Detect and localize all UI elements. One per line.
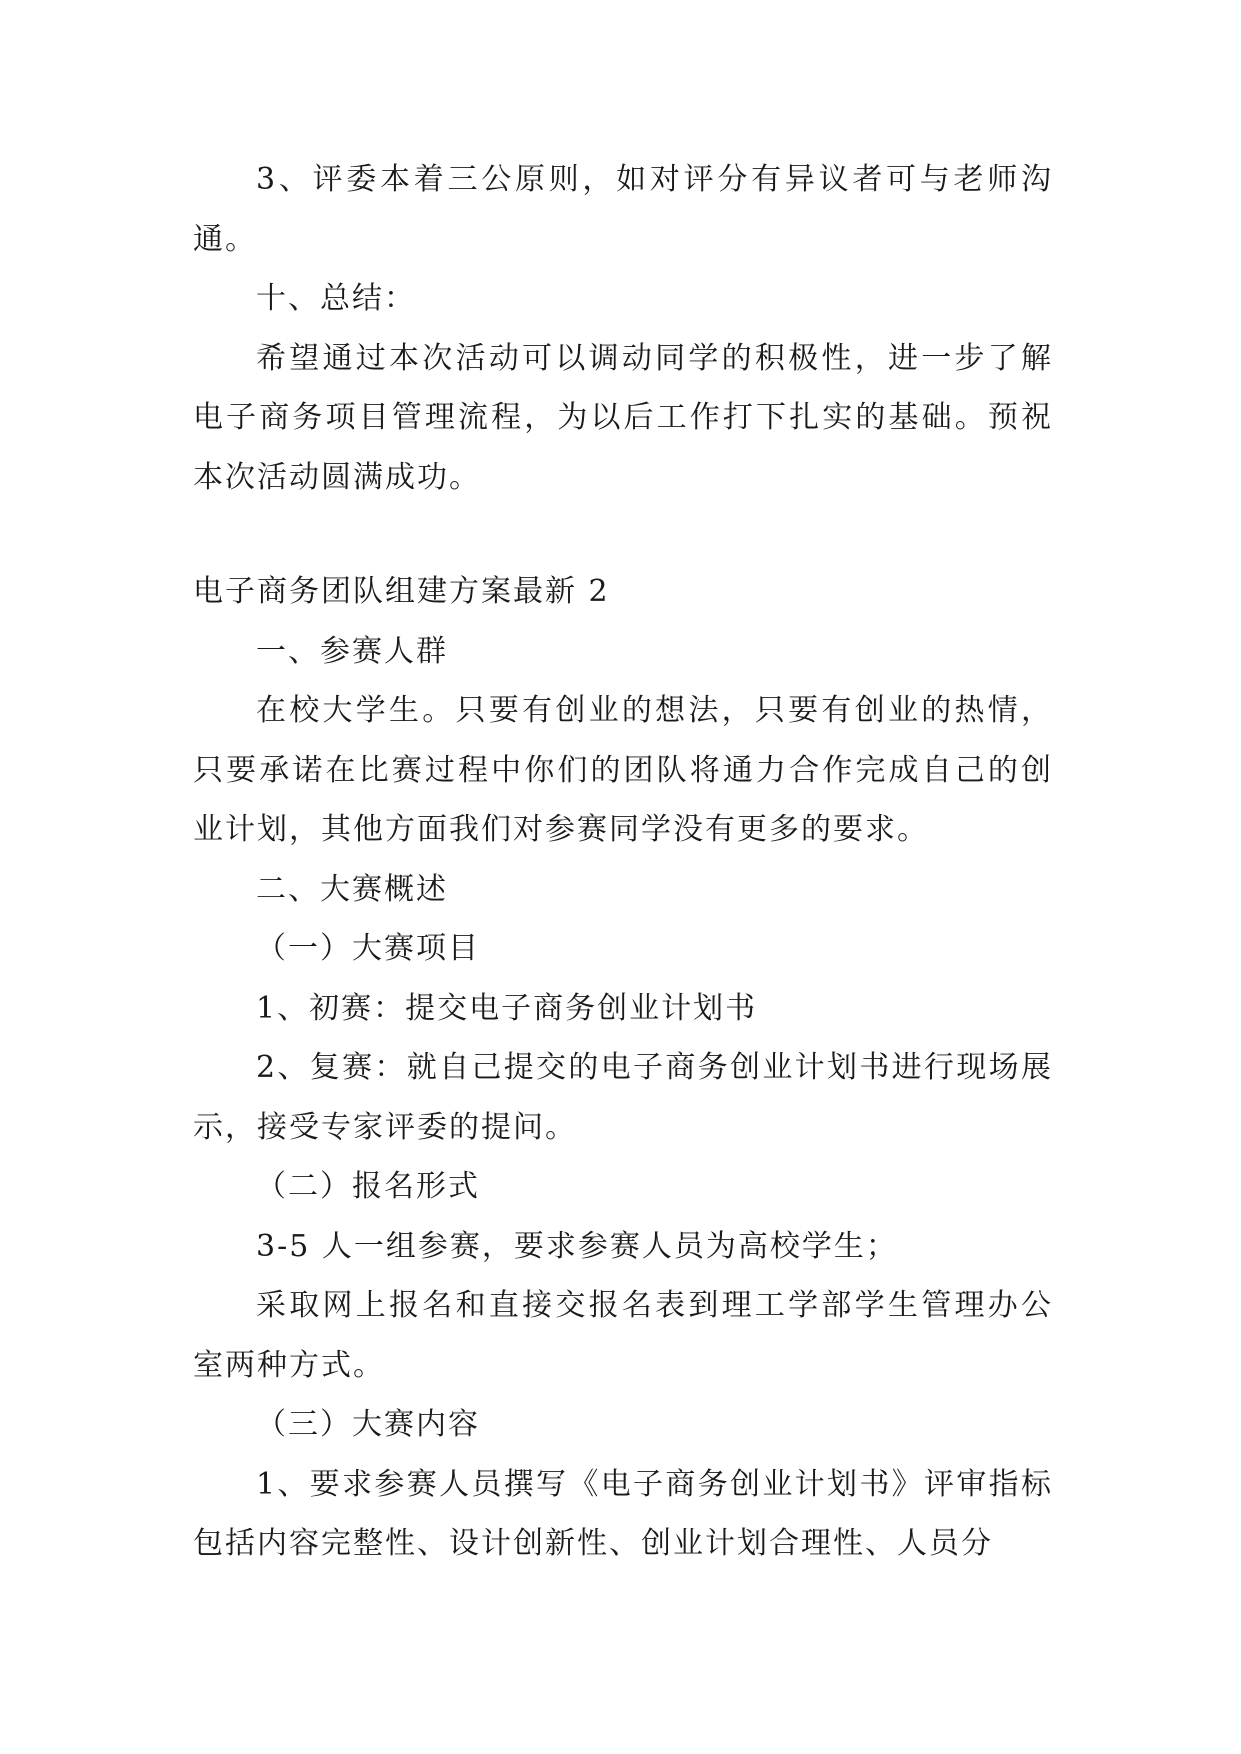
paragraph-semifinal: 2、复赛：就自己提交的电子商务创业计划书进行现场展示，接受专家评委的提问。	[193, 1050, 1053, 1145]
heading-overview: 二、大赛概述	[256, 871, 448, 907]
document-title: 电子商务团队组建方案最新 2	[193, 574, 610, 609]
heading-participants: 一、参赛人群	[256, 633, 448, 669]
paragraph-participants: 在校大学生。只要有创业的想法，只要有创业的热情，只要承诺在比赛过程中你们的团队将通力合作完成自己的创业计划，其他方面我们对参赛同学没有更多的要求。	[193, 693, 1053, 847]
paragraph-judges-principle: 3、评委本着三公原则，如对评分有异议者可与老师沟通。	[193, 162, 1053, 257]
paragraph-business-plan: 1、要求参赛人员撰写《电子商务创业计划书》评审指标包括内容完整性、设计创新性、创业计划合理性、人员分	[193, 1466, 1053, 1561]
subheading-registration: （二）报名形式	[256, 1169, 480, 1204]
subheading-content: （三）大赛内容	[256, 1407, 480, 1442]
heading-summary: 十、总结：	[256, 281, 416, 316]
paragraph-summary: 希望通过本次活动可以调动同学的积极性，进一步了解电子商务项目管理流程，为以后工作打下扎实的基础。预祝本次活动圆满成功。	[193, 340, 1053, 495]
paragraph-registration-method: 采取网上报名和直接交报名表到理工学部学生管理办公室两种方式。	[193, 1288, 1053, 1383]
paragraph-preliminary: 1、初赛：提交电子商务创业计划书	[256, 990, 758, 1026]
document-page	[193, 150, 1053, 1574]
subheading-projects: （一）大赛项目	[256, 931, 480, 966]
section-spacer	[193, 507, 1053, 562]
paragraph-team-size: 3-5 人一组参赛，要求参赛人员为高校学生；	[256, 1228, 898, 1264]
